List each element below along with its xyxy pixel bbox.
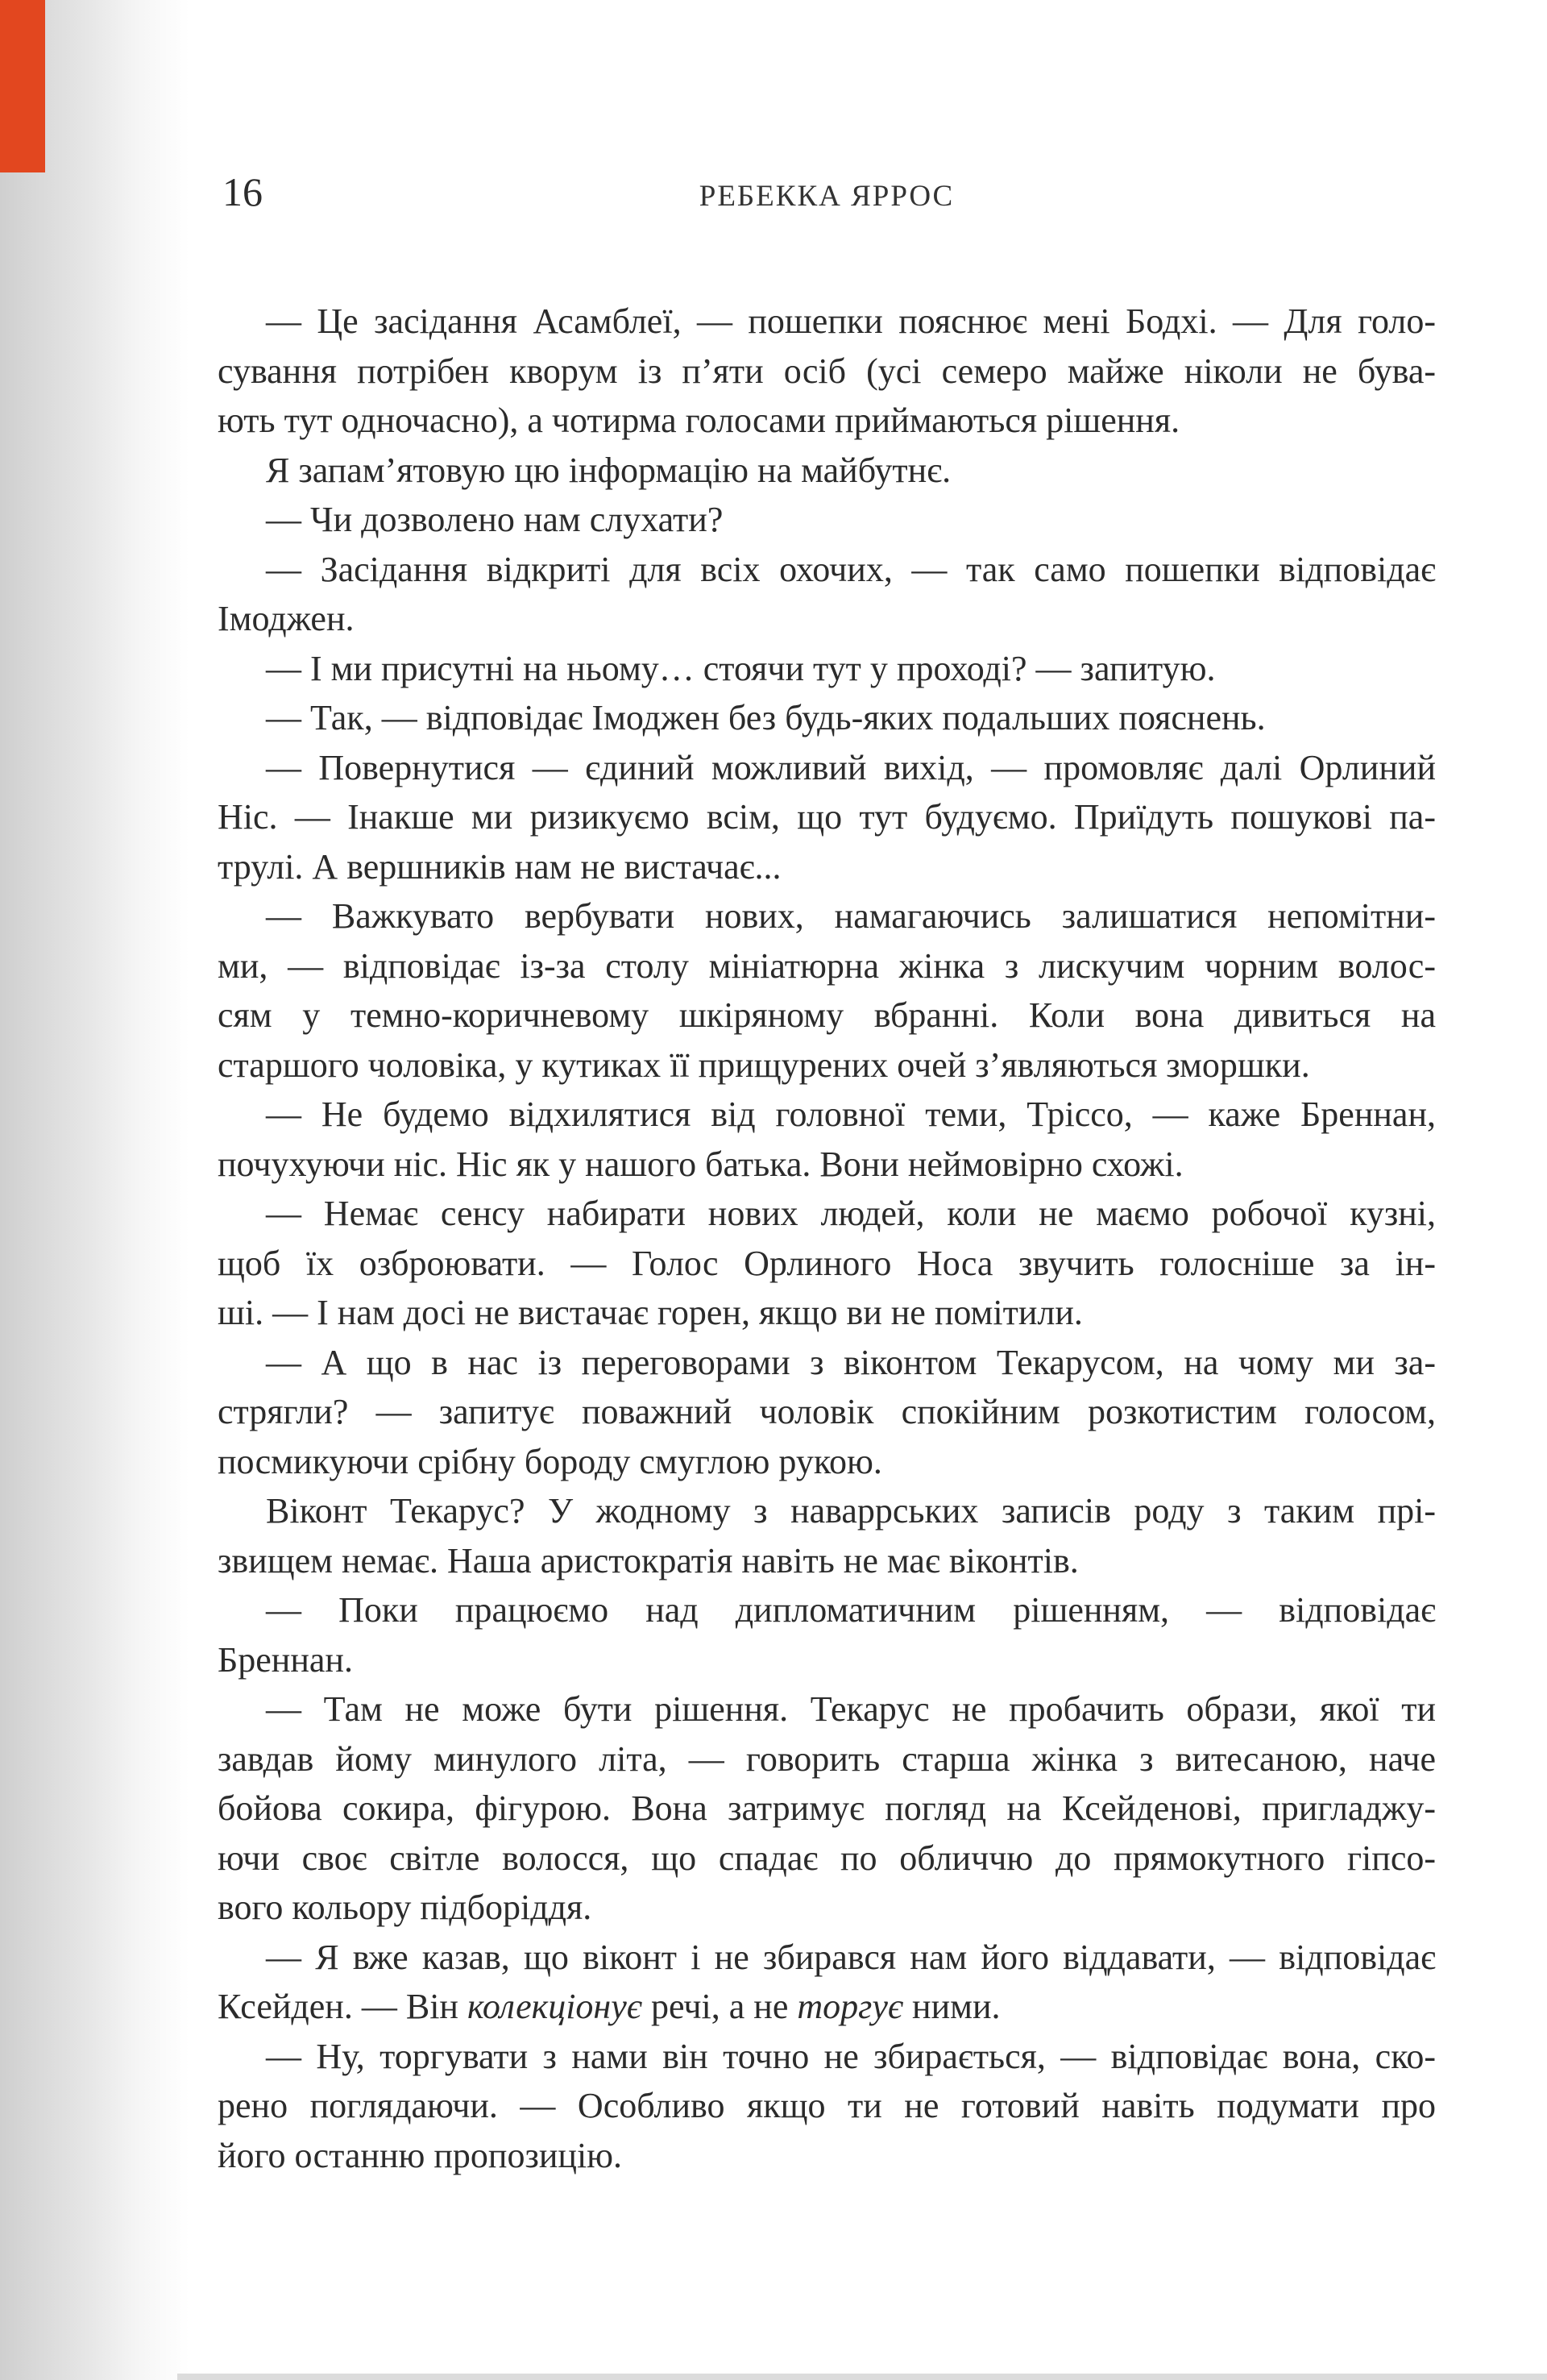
text-segment: ють тут одночасно), а чотирма голосами приймаються рішення. (218, 401, 1180, 440)
text-line (218, 1585, 1436, 1635)
text-segment: Бреннан. (218, 1639, 353, 1680)
text-segment: рено поглядаючи. — Особливо якщо ти не готовий навіть подумати про (218, 2086, 1436, 2125)
text-segment: — Немає сенсу набирати нових людей, коли не маємо робочої кузні, (266, 1194, 1436, 1233)
text-line (218, 2131, 1436, 2181)
text-line (218, 495, 1436, 545)
text-segment: звищем немає. Наша аристократія навіть не має віконтів. (218, 1540, 1079, 1580)
text-segment: старшого чоловіка, у кутиках її прищурених очей з’являються зморшки. (218, 1045, 1310, 1085)
text-line (218, 1090, 1436, 1140)
page-spine-shadow (0, 0, 189, 2380)
text-line (218, 1437, 1436, 1487)
text-segment: вого кольору підборіддя. (218, 1888, 592, 1927)
text-segment: речі, а не (641, 1987, 798, 2026)
text-segment: його останню пропозицію. (218, 2135, 623, 2175)
text-line (218, 1734, 1436, 1784)
text-segment: — Повернутися — єдиний можливий вихід, — промовляє далі Орлиний (266, 747, 1436, 787)
text-line (218, 743, 1436, 793)
text-segment: — І ми присутні на ньому… стоячи тут у проході? — запитую. (266, 648, 1216, 688)
text-segment: — Поки працюємо над дипломатичним рішенням, — відповідає (266, 1590, 1436, 1630)
text-line (218, 1784, 1436, 1834)
page-bottom-edge (177, 2374, 1547, 2380)
text-segment: посмикуючи срібну бороду смуглою рукою. (218, 1441, 882, 1481)
running-header: РЕБЕККА ЯРРОС (699, 180, 955, 213)
text-segment: — Чи дозволено нам слухати? (266, 500, 724, 539)
text-line (218, 1933, 1436, 1983)
page-number: 16 (222, 169, 263, 214)
text-line (218, 2081, 1436, 2131)
text-line (218, 1040, 1436, 1090)
italic-text: колекціонує (467, 1987, 642, 2026)
text-line (218, 941, 1436, 991)
text-segment: завдав йому минулого літа, — говорить старша жінка з витесаною, наче (218, 1738, 1436, 1779)
text-line (218, 991, 1436, 1040)
text-line (218, 594, 1436, 644)
text-segment: — Там не може бути рішення. Текарус не пробачить образи, якої ти (266, 1689, 1436, 1729)
text-segment: Я запам’ятовую цю інформацію на майбутнє. (266, 450, 952, 490)
text-line (218, 842, 1436, 892)
text-line (218, 297, 1436, 347)
text-line (218, 1387, 1436, 1437)
text-segment: стрягли? — запитує поважний чоловік спокійним розкотистим голосом, (218, 1392, 1436, 1431)
text-segment: — Я вже казав, що віконт і не збирався нам його віддавати, — відповідає (266, 1937, 1436, 1977)
text-line (218, 1140, 1436, 1190)
text-segment: — А що в нас із переговорами з віконтом Текарусом, на чому ми за- (266, 1342, 1436, 1382)
text-line (218, 1189, 1436, 1239)
text-segment: Імоджен. (218, 599, 355, 638)
text-line (218, 347, 1436, 397)
text-segment: ними. (903, 1987, 1001, 2026)
text-line (218, 1883, 1436, 1933)
text-line (218, 396, 1436, 446)
text-segment: Ніс. — Інакше ми ризикуємо всім, що тут будуємо. Приїдуть пошукові па- (218, 797, 1436, 837)
text-line (218, 891, 1436, 941)
text-segment: — Важкувато вербувати нових, намагаючись залишатися непомітни- (266, 896, 1436, 936)
text-segment: — Не будемо відхилятися від головної теми, Тріссо, — каже Бреннан, (266, 1094, 1436, 1134)
text-segment: трулі. А вершників нам не вистачає... (218, 846, 782, 887)
text-line (218, 693, 1436, 743)
text-segment: сування потрібен кворум із п’яти осіб (усі семеро майже ніколи не бува- (218, 351, 1436, 391)
text-segment: Ксейден. — Він (218, 1987, 467, 2026)
body-text (218, 297, 1436, 2180)
text-line (218, 1288, 1436, 1338)
text-line (218, 792, 1436, 842)
text-line (218, 644, 1436, 694)
text-line (218, 545, 1436, 595)
text-line (218, 1486, 1436, 1536)
text-segment: сям у темно-коричневому шкіряному вбранні. Коли вона дивиться на (218, 995, 1436, 1035)
bookmark-ribbon[interactable] (0, 0, 45, 172)
italic-text: торгує (797, 1987, 904, 2026)
text-line (218, 446, 1436, 496)
text-segment: — Так, — відповідає Імоджен без будь-яких подальших пояснень. (266, 698, 1266, 737)
text-segment: ми, — відповідає із-за столу мініатюрна жінка з лискучим чорним волос- (218, 945, 1436, 986)
text-line (218, 2032, 1436, 2082)
text-segment: — Ну, торгувати з нами він точно не збирається, — відповідає вона, ско- (266, 2036, 1436, 2076)
text-segment: ючи своє світле волосся, що спадає по обличчю до прямокутного гіпсо- (218, 1838, 1436, 1878)
text-segment: бойова сокира, фігурою. Вона затримує погляд на Ксейденові, пригладжу- (218, 1788, 1436, 1828)
text-line (218, 1834, 1436, 1884)
text-line (218, 1982, 1436, 2032)
text-line (218, 1635, 1436, 1685)
text-line (218, 1536, 1436, 1586)
text-segment: ші. — І нам досі не вистачає горен, якщо ви не помітили. (218, 1293, 1083, 1332)
text-line (218, 1239, 1436, 1289)
text-segment: — Це засідання Асамблеї, — пошепки пояснює мені Бодхі. — Для голо- (266, 301, 1436, 341)
text-line (218, 1684, 1436, 1734)
text-line (218, 1338, 1436, 1388)
text-segment: почухуючи ніс. Ніс як у нашого батька. Вони неймовірно схожі. (218, 1144, 1184, 1184)
text-segment: щоб їх озброювати. — Голос Орлиного Носа звучить голосніше за ін- (218, 1243, 1436, 1283)
text-segment: — Засідання відкриті для всіх охочих, — так само пошепки відповідає (266, 549, 1436, 589)
text-segment: Віконт Текарус? У жодному з наваррських записів роду з таким прі- (266, 1491, 1436, 1531)
